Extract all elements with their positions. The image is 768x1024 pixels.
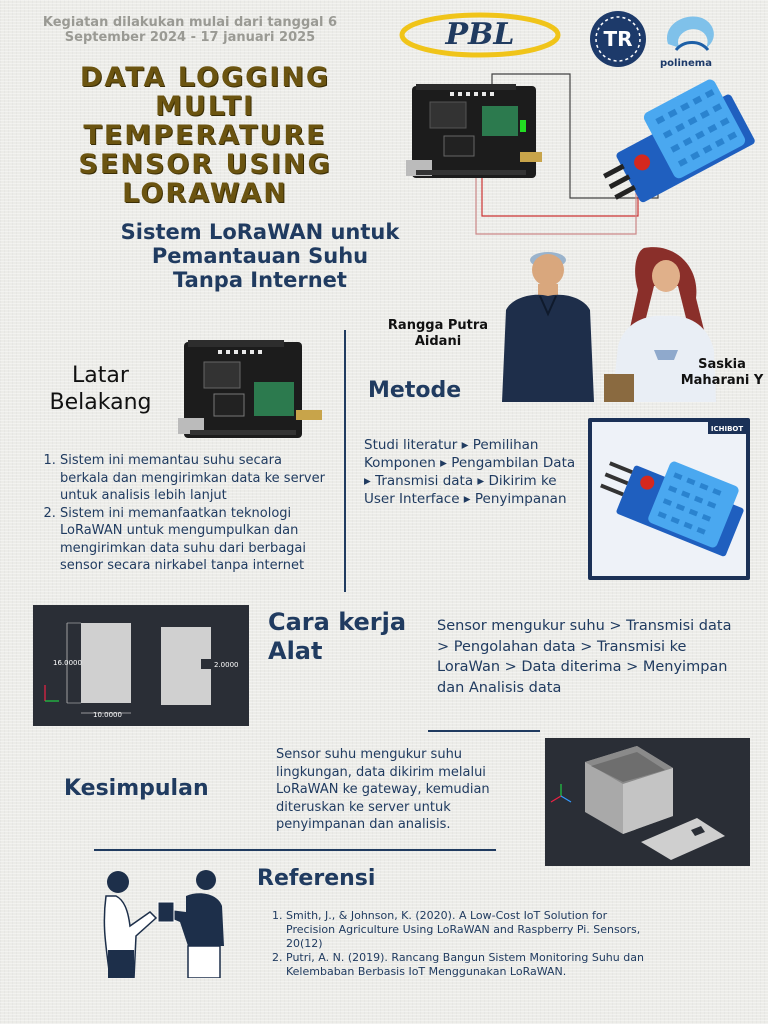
team-member-name-left: Rangga Putra Aidani	[387, 318, 489, 349]
kesimpulan-heading: Kesimpulan	[64, 776, 209, 801]
cad-dim-slot: 2.0000	[214, 661, 239, 669]
polinema-logo	[656, 10, 728, 70]
section-divider-vertical	[344, 330, 346, 592]
dht11-sensor-photo	[588, 418, 750, 580]
latar-belakang-heading: Latar Belakang	[49, 363, 152, 415]
referensi-list	[248, 909, 648, 979]
trk-logo	[589, 10, 647, 68]
date-range-text: Kegiatan dilakukan mulai dari tanggal 6 September 2024 - 17 januari 2025	[42, 15, 338, 45]
team-member-name-right: Saskia Maharani Y	[680, 357, 764, 388]
latar-belakang-item: 1. Sistem ini memantau suhu secara berkala dan mengirimkan data ke server untuk analisis lebih lanjut	[60, 452, 332, 505]
trk-logo-text: TR	[603, 27, 633, 51]
latar-belakang-item: 2. Sistem ini memanfaatkan teknologi LoRaWAN untuk mengumpulkan dan mengirimkan data suhu dari berbagai sensor secara nirkabel tanpa internet	[60, 505, 332, 575]
cara-kerja-text: Sensor mengukur suhu > Transmisi data > Pengolahan data > Transmisi ke LoraWan > Data diterima > Menyimpan dan Analisis data	[437, 618, 732, 696]
metode-heading: Metode	[368, 378, 462, 403]
lora-shield-board	[406, 84, 542, 178]
section-divider	[94, 849, 496, 851]
hardware-wiring-image	[400, 66, 760, 241]
poster-title: DATA LOGGING MULTI TEMPERATURE SENSOR USING LORAWAN	[78, 62, 332, 209]
section-divider	[428, 730, 540, 732]
cad-drawing-2d	[33, 605, 249, 726]
sensor-photo-label: ICHIBOT	[710, 425, 744, 433]
cad-dim-height: 16.0000	[53, 659, 82, 667]
pbl-logo-graphic	[398, 10, 562, 60]
dht11-sensor-module	[587, 74, 756, 213]
pbl-logo	[398, 10, 562, 60]
lora-shield-photo	[178, 338, 328, 444]
referensi-heading: Referensi	[257, 866, 376, 891]
polinema-logo-text: polinema	[660, 58, 712, 69]
kesimpulan-text: Sensor suhu mengukur suhu lingkungan, data dikirim melalui LoRaWAN ke gateway, kemudian diteruskan ke server untuk penyimpanan dan analisis.	[276, 747, 490, 832]
team-member-photo-left	[492, 240, 604, 402]
referensi-item: 1. Smith, J., & Johnson, K. (2020). A Low-Cost IoT Solution for Precision Agriculture Using LoRaWAN and Raspberry Pi. Sensors, 20(12)	[286, 909, 648, 951]
referensi-item: 2. Putri, A. N. (2019). Rancang Bangun Sistem Monitoring Suhu dan Kelembaban Berbasis IoT Menggunakan LoRaWAN.	[286, 951, 648, 979]
latar-belakang-list	[20, 452, 332, 575]
metode-text: Studi literatur ▸ Pemilihan Komponen ▸ Pengambilan Data ▸ Transmisi data ▸ Dikirim ke User Interface ▸ Penyimpanan	[364, 437, 576, 507]
pbl-logo-text: PBL	[445, 17, 515, 52]
cad-render-3d	[545, 738, 750, 866]
cara-kerja-heading: Cara kerja Alat	[268, 608, 407, 665]
poster-subtitle: Sistem LoRaWAN untuk Pemantauan Suhu Tanpa Internet	[120, 220, 400, 292]
people-illustration	[90, 866, 230, 978]
cad-dim-width: 10.0000	[93, 711, 122, 719]
